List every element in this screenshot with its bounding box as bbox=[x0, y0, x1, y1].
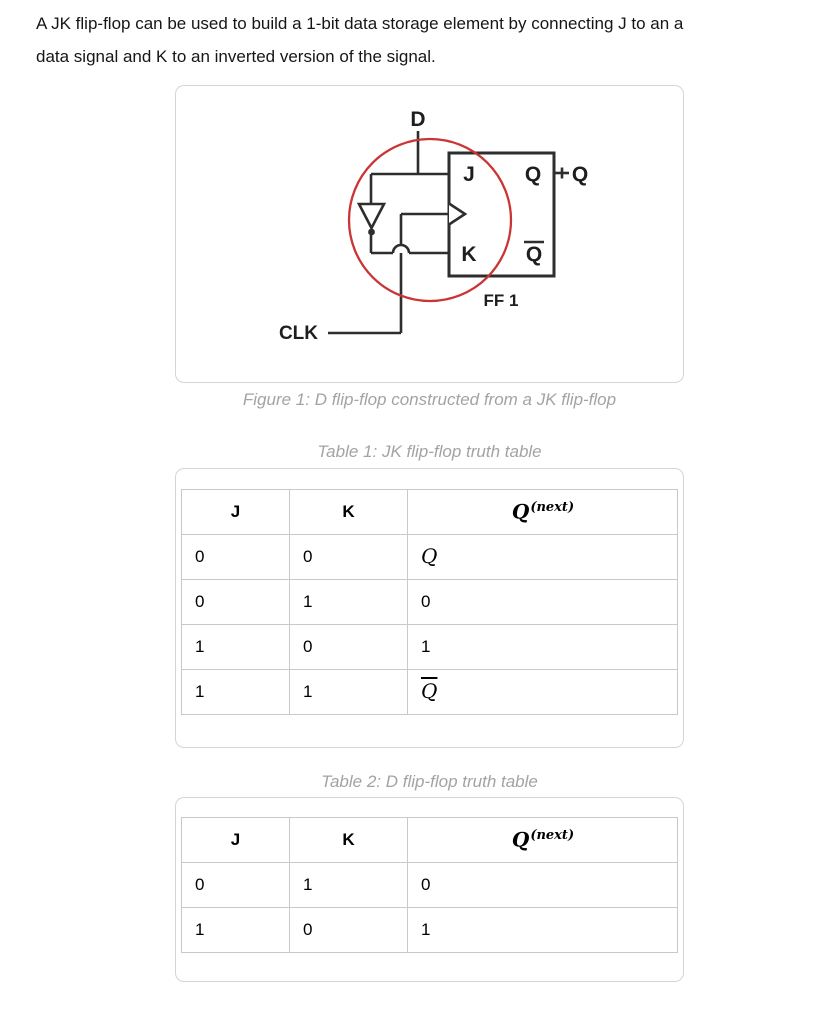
table1-header-j: J bbox=[182, 490, 290, 535]
d-truth-table bbox=[181, 817, 678, 953]
figure-panel bbox=[175, 85, 684, 383]
label-q-inner: Q bbox=[524, 163, 542, 186]
qnext-superscript: (next) bbox=[530, 499, 575, 515]
table-row bbox=[182, 908, 678, 953]
table2-header-j: J bbox=[182, 818, 290, 863]
intro-paragraph bbox=[36, 7, 816, 73]
cell-qnext bbox=[408, 670, 678, 715]
table1-caption: Table 1: JK flip-flop truth table bbox=[317, 442, 542, 461]
label-clk: CLK bbox=[278, 323, 318, 344]
cell-k: 0 bbox=[290, 535, 408, 580]
cell-k: 1 bbox=[290, 863, 408, 908]
label-ff1: FF 1 bbox=[483, 291, 519, 310]
table2-caption: Table 2: D flip-flop truth table bbox=[321, 772, 538, 791]
table1-header-k: K bbox=[290, 490, 408, 535]
label-k: K bbox=[461, 243, 477, 266]
table2-header-row bbox=[182, 818, 678, 863]
table-row bbox=[182, 580, 678, 625]
table2-header-k: K bbox=[290, 818, 408, 863]
table1-header-row bbox=[182, 490, 678, 535]
cell-j: 1 bbox=[182, 908, 290, 953]
cell-k: 0 bbox=[290, 625, 408, 670]
math-q-bar: $\overline{Q}$ bbox=[421, 679, 438, 703]
cell-j: 0 bbox=[182, 580, 290, 625]
qnext-symbol: Q bbox=[511, 827, 530, 852]
intro-line-2: data signal and K to an inverted version of the signal. bbox=[36, 47, 436, 66]
table-row bbox=[182, 535, 678, 580]
intro-line-1: A JK flip-flop can be used to build a 1-bit data storage element by connecting J to an a bbox=[36, 14, 684, 33]
math-q: Q bbox=[421, 544, 438, 568]
cell-j: 0 bbox=[182, 535, 290, 580]
jk-truth-table bbox=[181, 489, 678, 715]
wire-k-hop bbox=[393, 245, 409, 253]
cell-j: 0 bbox=[182, 863, 290, 908]
table2-panel bbox=[175, 797, 684, 982]
label-q-bar: Q bbox=[525, 243, 543, 266]
table-row bbox=[182, 863, 678, 908]
cell-k: 0 bbox=[290, 908, 408, 953]
cell-qnext: 1 bbox=[408, 625, 678, 670]
inverter-gate-icon bbox=[359, 204, 384, 228]
cell-qnext: 0 bbox=[408, 863, 678, 908]
junction-dot bbox=[368, 229, 375, 236]
table1-panel bbox=[175, 468, 684, 748]
qnext-superscript: (next) bbox=[530, 827, 575, 843]
cell-j: 1 bbox=[182, 670, 290, 715]
table-row bbox=[182, 625, 678, 670]
label-j: J bbox=[463, 163, 475, 186]
cell-qnext bbox=[408, 535, 678, 580]
qnext-symbol: Q bbox=[511, 499, 530, 524]
circuit-diagram bbox=[176, 86, 683, 382]
cell-j: 1 bbox=[182, 625, 290, 670]
label-d: D bbox=[410, 108, 426, 131]
cell-k: 1 bbox=[290, 670, 408, 715]
cell-qnext: 0 bbox=[408, 580, 678, 625]
cell-k: 1 bbox=[290, 580, 408, 625]
table2-header-qnext bbox=[408, 818, 678, 863]
label-q-outer: Q bbox=[571, 163, 589, 186]
table-row bbox=[182, 670, 678, 715]
figure-caption: Figure 1: D flip-flop constructed from a JK flip-flop bbox=[242, 390, 617, 409]
table1-header-qnext bbox=[408, 490, 678, 535]
cell-qnext: 1 bbox=[408, 908, 678, 953]
